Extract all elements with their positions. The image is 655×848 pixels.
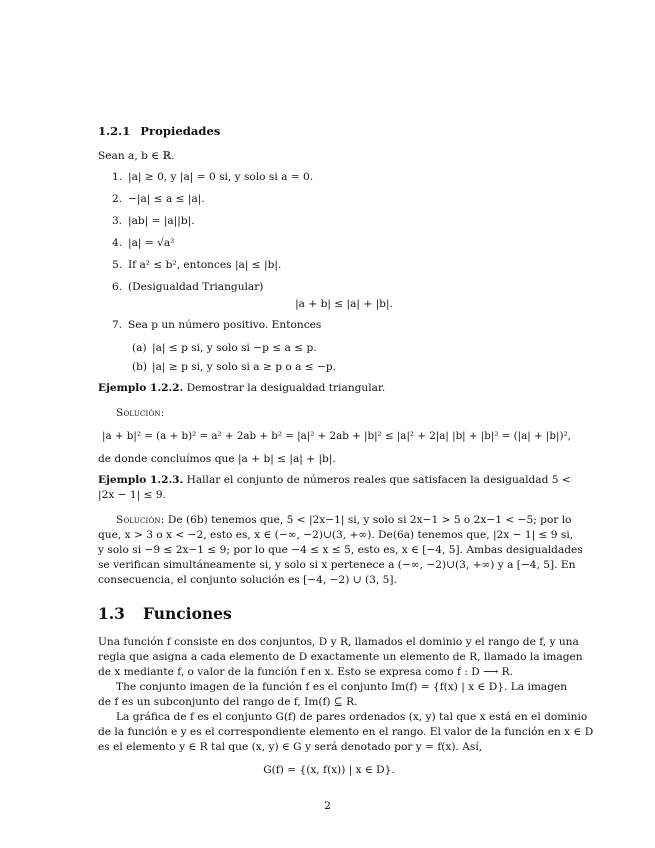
solution-label: Solución: xyxy=(116,407,165,419)
graph-equation: G(f) = {(x, f(x)) | x ∈ D}. xyxy=(263,764,395,776)
item-marker: 6. xyxy=(112,281,123,293)
properties-list xyxy=(98,170,560,295)
property-7-subitems xyxy=(98,341,560,375)
property-item xyxy=(98,318,560,333)
solution-2-line: consecuencia, el conjunto solución es [−4, −2) ∪ (3, 5]. xyxy=(98,574,397,586)
property-item xyxy=(98,170,560,185)
page-number: 2 xyxy=(324,800,331,812)
conclusion-line: de donde concluímos que |a + b| ≤ |a| + |b|. xyxy=(98,453,336,465)
subitem xyxy=(98,360,560,375)
example-1-text: Demostrar la desigualdad triangular. xyxy=(186,382,386,394)
paragraph-line: de la función e y es el correspondiente elemento en el rango. El valor de la función en x ∈ D xyxy=(98,726,594,738)
paragraph-line: La gráfica de f es el conjunto G(f) de pares ordenados (x, y) tal que x está en el dominio xyxy=(116,711,588,723)
subsection-title: Propiedades xyxy=(140,124,221,138)
solution-2-line: que, x > 3 o x < −2, esto es, x ∈ (−∞, −2)∪(3, +∞). De(6a) tenemos que, |2x − 1| ≤ 9 si, xyxy=(98,529,574,541)
item-marker: 4. xyxy=(112,237,123,249)
example-1-label: Ejemplo 1.2.2. xyxy=(98,382,184,394)
paragraph-line: regla que asigna a cada elemento de D exactamente un elemento de R, llamado la imagen xyxy=(98,651,583,663)
subitem-text: |a| ≤ p si, y solo si −p ≤ a ≤ p. xyxy=(152,342,317,354)
example-2-text: Hallar el conjunto de números reales que satisfacen la desigualdad 5 < xyxy=(186,474,571,486)
property-item xyxy=(98,192,560,207)
item-text: |a| = √a² xyxy=(128,237,175,249)
property-item xyxy=(98,280,560,295)
section-number: 1.3 xyxy=(98,604,125,623)
item-marker: 3. xyxy=(112,215,123,227)
graph-paragraph xyxy=(98,710,594,755)
item-text: If a² ≤ b², entonces |a| ≤ |b|. xyxy=(128,259,282,271)
subitem-marker: (a) xyxy=(132,342,147,354)
subitem xyxy=(98,341,560,356)
subsection-heading xyxy=(98,124,560,139)
property-item xyxy=(98,236,560,251)
item-marker: 5. xyxy=(112,259,123,271)
functions-paragraph xyxy=(98,635,583,680)
solution-2-line: se verifican simultáneamente si, y solo si x pertenece a (−∞, −2)∪(3, +∞) y a [−4, 5]. En xyxy=(98,559,576,571)
paragraph-line: The conjunto imagen de la función f es el conjunto Im(f) = {f(x) | x ∈ D}. La imagen xyxy=(116,681,568,693)
intro-line: Sean a, b ∈ ℝ. xyxy=(98,150,175,162)
solution-2-line xyxy=(98,513,572,528)
subitem-text: |a| ≥ p si, y solo si a ≥ p o a ≤ −p. xyxy=(152,361,337,373)
paragraph-line: es el elemento y ∈ R tal que (x, y) ∈ G y será denotado por y = f(x). Así, xyxy=(98,741,483,753)
example-2-continuation: |2x − 1| ≤ 9. xyxy=(98,489,166,501)
item-text: |a| ≥ 0, y |a| = 0 si, y solo si a = 0. xyxy=(128,171,314,183)
example-2-line xyxy=(98,473,571,488)
property-item xyxy=(98,214,560,229)
item-text: (Desigualdad Triangular) xyxy=(128,281,264,293)
section-heading xyxy=(98,606,560,621)
item-text: |ab| = |a||b|. xyxy=(128,215,195,227)
solution-2-label: Solución: xyxy=(116,514,165,526)
long-equation: |a + b|² = (a + b)² = a² + 2ab + b² = |a|² + 2ab + |b|² ≤ |a|² + 2|a| |b| + |b|² = (|a| + |b|)², xyxy=(102,430,571,442)
property-7-list xyxy=(98,318,560,333)
solution-2-line: y solo si −9 ≤ 2x−1 ≤ 9; por lo que −4 ≤ x ≤ 5, esto es, x ∈ [−4, 5]. Ambas desigualdades xyxy=(98,544,583,556)
document-page xyxy=(98,124,594,784)
item-marker: 1. xyxy=(112,171,123,183)
subitem-marker: (b) xyxy=(132,361,148,373)
item-marker: 7. xyxy=(112,319,123,331)
example-1-line xyxy=(98,381,560,396)
image-paragraph xyxy=(98,680,568,710)
paragraph-line: Una función f consiste en dos conjuntos, D y R, llamados el dominio y el rango de f, y una xyxy=(98,636,579,648)
paragraph-line: de f es un subconjunto del rango de f, Im(f) ⊆ R. xyxy=(98,696,358,708)
section-title: Funciones xyxy=(142,604,232,623)
example-2-label: Ejemplo 1.2.3. xyxy=(98,474,184,486)
paragraph-line: de x mediante f, o valor de la función f en x. Esto se expresa como f : D ⟶ R. xyxy=(98,666,514,678)
item-text: −|a| ≤ a ≤ |a|. xyxy=(128,193,205,205)
property-item xyxy=(98,258,560,273)
subsection-number: 1.2.1 xyxy=(98,124,131,138)
item-marker: 2. xyxy=(112,193,123,205)
triangle-inequality-equation: |a + b| ≤ |a| + |b|. xyxy=(295,298,393,310)
solution-2-block xyxy=(98,513,583,588)
solution-2-text: De (6b) tenemos que, 5 < |2x−1| si, y solo si 2x−1 > 5 o 2x−1 < −5; por lo xyxy=(167,514,572,526)
item-text: Sea p un número positivo. Entonces xyxy=(128,319,322,331)
